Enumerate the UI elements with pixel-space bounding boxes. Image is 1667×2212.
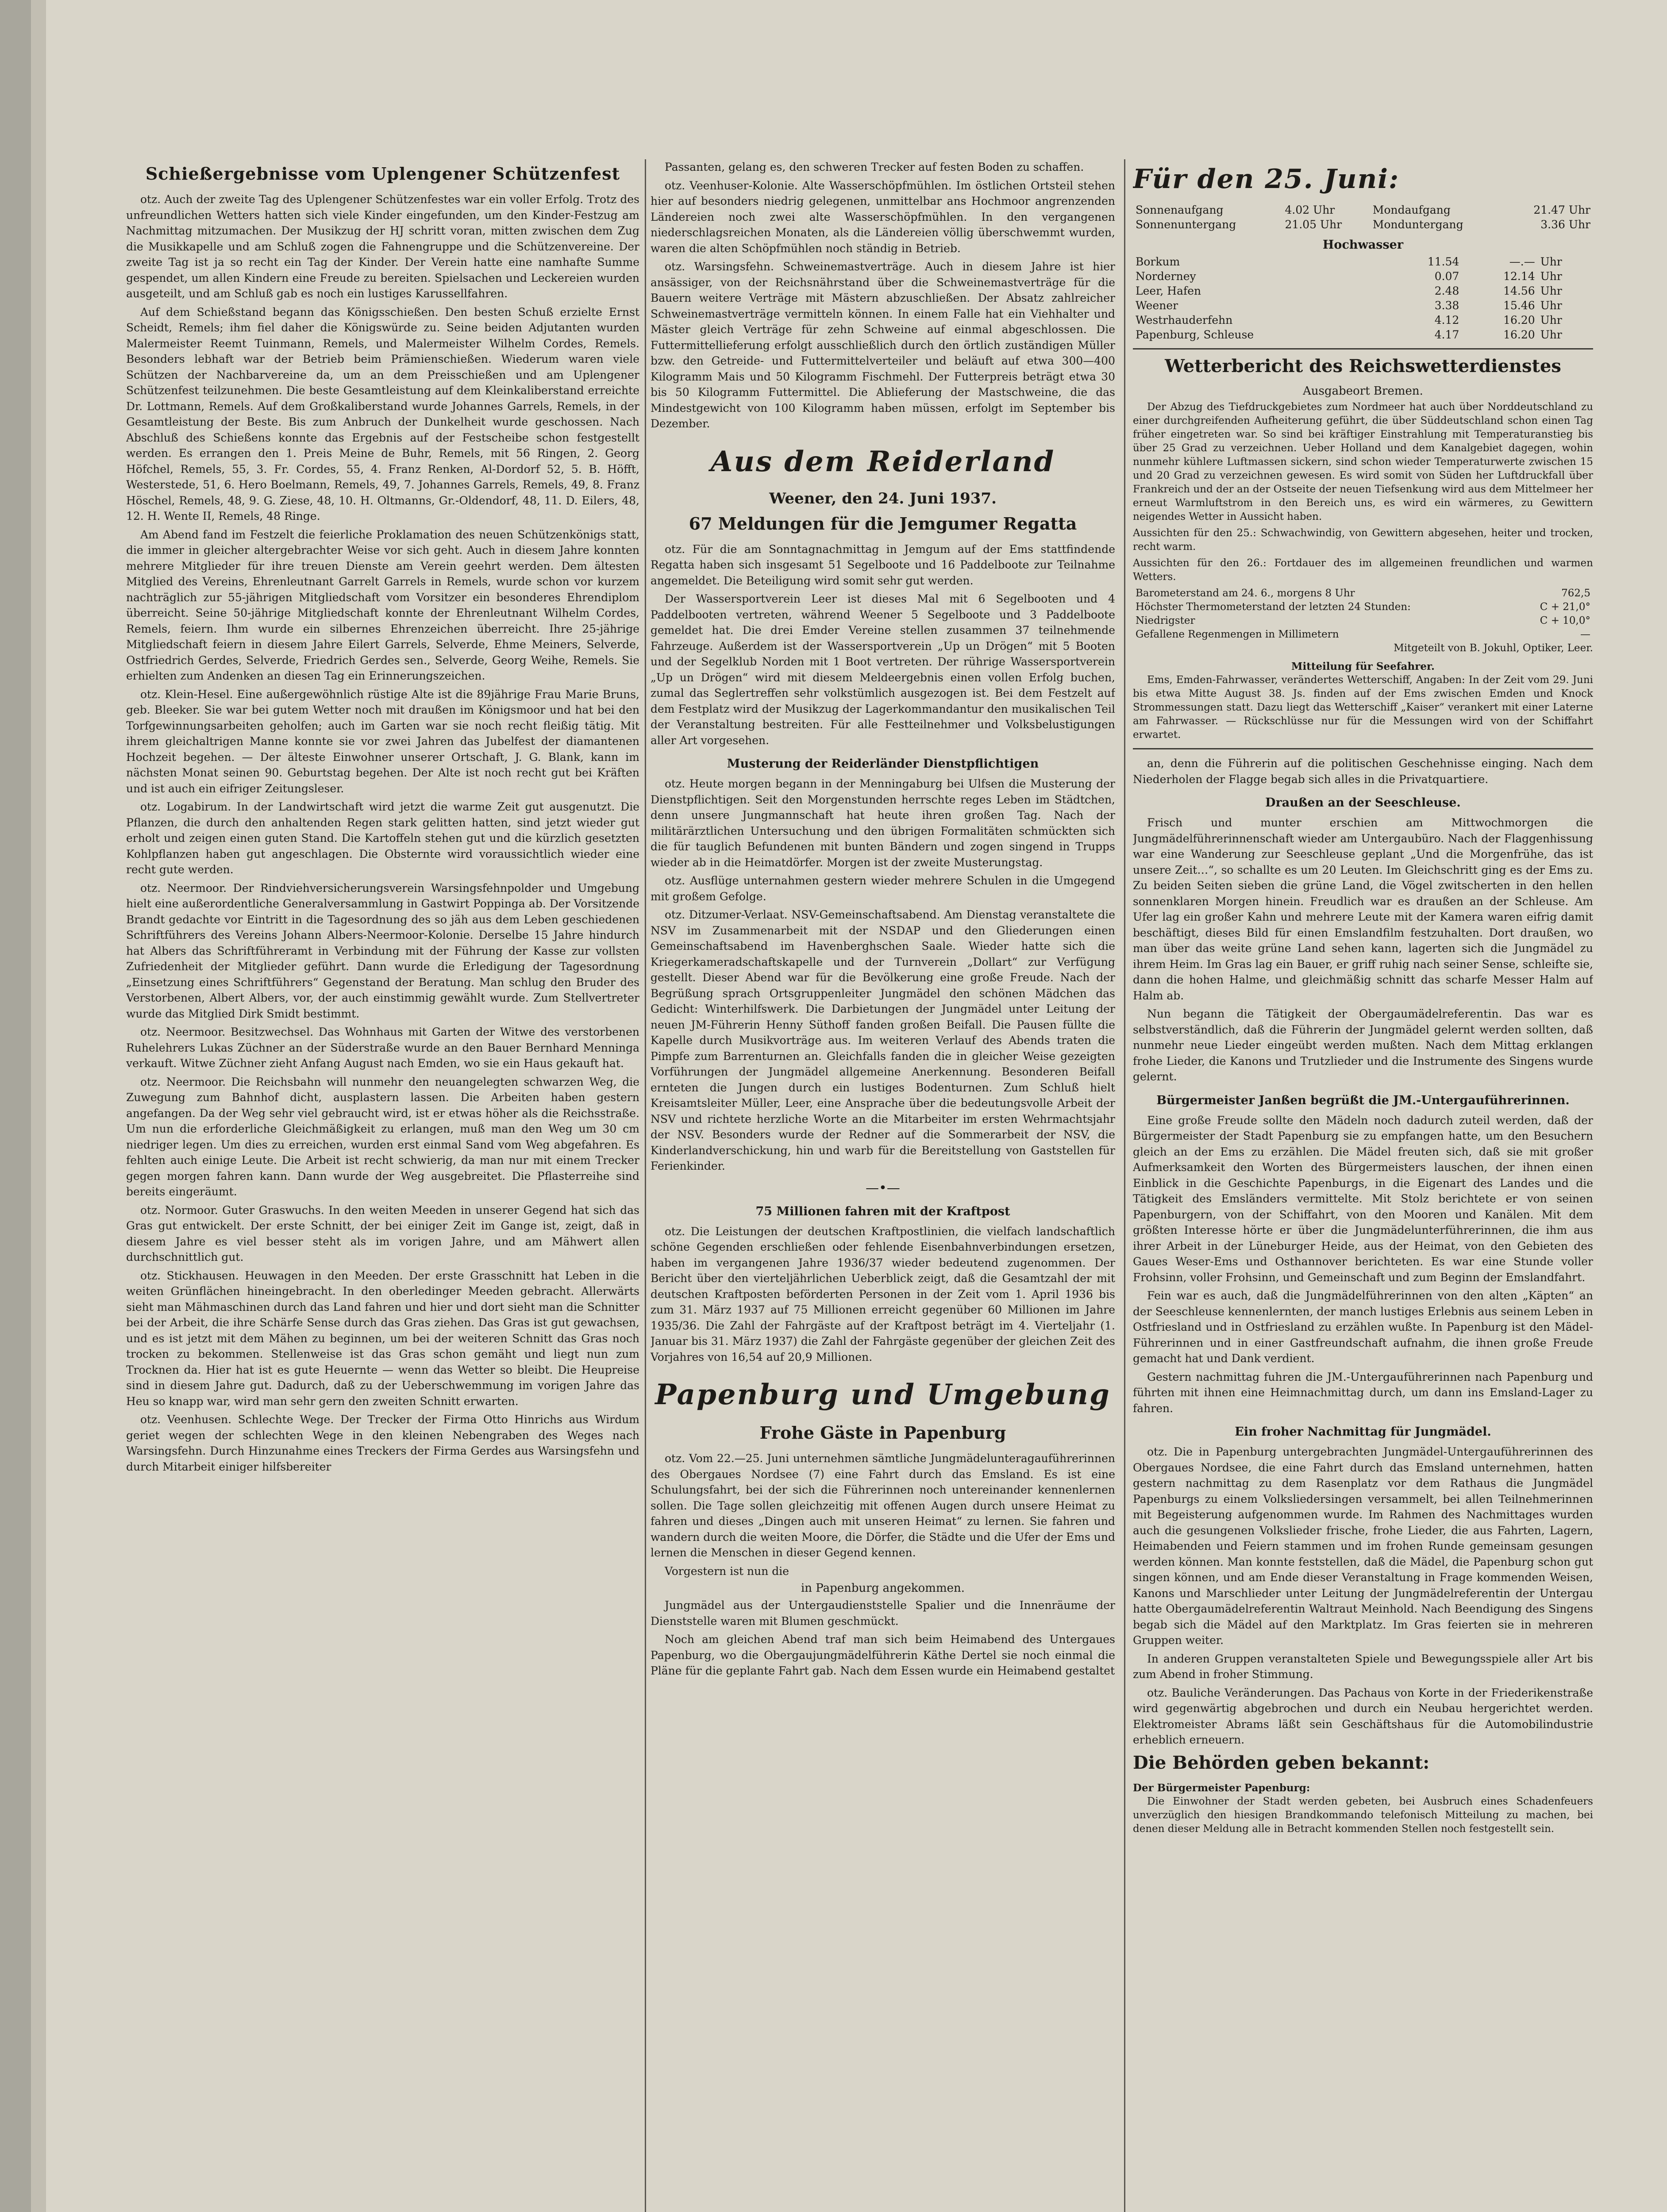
table-cell: Uhr <box>1540 328 1562 341</box>
paragraph: otz. Auch der zweite Tag des Uplengener Schützenfestes war ein voller Erfolg. Trotz des unfreundlichen Wetters hatten sich viele Kinder eingefunden, um den Kinder-Festzug am Nachmittag mitzumachen. Der Musikzug der HJ schritt voran, mitten zwischen dem Zug die Musikkapelle und am Schluß zogen die Fahnengruppe und die Schützenvereine. Der zweite Tag ist ja so recht ein Tag der Kinder. Der Verein hatte eine namhafte Summe gespendet, um allen Kindern eine Freude zu bereiten. Spielsachen und Leckereien wurden ausgeteilt, und am Schluß gab es noch ein lustiges Karussellfahren. <box>126 193 639 300</box>
table-cell: 0.07 <box>1434 270 1459 283</box>
table-cell: 14.56 <box>1503 284 1535 297</box>
table-cell: 16.20 <box>1503 328 1535 341</box>
column-2 <box>651 159 1115 2212</box>
article-body <box>1133 1685 1593 1748</box>
table-row <box>1133 269 1593 284</box>
article-body <box>651 1598 1115 1679</box>
section-title: Aus dem Reiderland <box>710 445 1055 478</box>
paragraph: otz. Die Leistungen der deutschen Kraftpostlinien, die vielfach landschaftlich schöne Gegenden erschließen oder fehlende Eisenbahnverbindungen ersetzen, haben im vergangenen Jahre 1936/37 wieder bedeutend zugenommen. Der Bericht über den vierteljährlichen Ueberblick zeigt, daß die Gesamtzahl der mit deutschen Kraftposten beförderten Personen in der Zeit vom 1. April 1936 bis zum 31. März 1937 auf 75 Millionen erreicht gegenüber 60 Millionen im Jahre 1935/36. Die Zahl der Fahrgäste auf der Kraftpost beträgt im 4. Vierteljahr (1. Januar bis 31. März 1937) die Zahl der Fahrgäste gegenüber der gleichen Zeit des Vorjahres von 16,54 auf 20,9 Millionen. <box>651 1225 1115 1363</box>
table-cell: 11.54 <box>1427 255 1459 268</box>
paragraph: otz. Warsingsfehn. Schweinemastverträge. Auch in diesem Jahre ist hier ansässiger, von der Reichsnährstand über die Schweinemastverträge für die Bauern weitere Verträge mit Mästern abzuschließen. Der Absatz zahlreicher Schweinemastverträge vermitteln können. In einem Falle hat ein Viehhalter und Mäster gleich Verträge für zehn Schweine auf einmal abgeschlossen. Die Futtermittellieferung erfolgt ausschließlich durch den örtlich zuständigen Müller bzw. den Getreide- und Futtermittelverteiler und beläuft auf etwa 300—400 Kilogramm Mais und 50 Kilogramm Fischmehl. Der Futterpreis beträgt etwa 30 bis 50 Kilogramm Futtermittel. Die Ablieferung der Mastschweine, die das Mindestgewicht von 100 Kilogramm haben müssen, erfolgt im September bis Dezember. <box>651 260 1115 430</box>
weather-subtitle: Ausgabeort Bremen. <box>1303 384 1423 398</box>
paragraph: Frisch und munter erschien am Mittwochmorgen die Jungmädelführerinnenschaft wieder am Untergaubüro. Nach der Flaggenhissung war eine Wanderung zur Seeschleuse geplant „Und die Morgenfrühe, das ist unsere Zeit…“, so schallte es um 20 Leuten. Im Gleichschritt ging es der Ems zu. Zu beiden Seiten sieben die grüne Land, die Vögel zwitscherten in den hellen sonnenklaren Morgen hinein. Freudlich war es draußen an der Schleuse. Am Ufer lag ein großer Kahn und mehrere Leute mit der Kamera waren eifrig damit beschäftigt, dieses Bild für einen Emslandfilm festzuhalten. Dort draußen, wo man über das weite grüne Land sehen kann, lagerten sich die Jungmädel zu ihrem Heim. Im Gras lag ein Bauer, er griff ruhig nach seiner Sense, schleifte sie, dann die hohen Halme, und gleichmäßig schnitt das scharfe Messer Halm auf Halm ab. <box>1133 816 1593 1002</box>
table-row <box>1133 284 1593 298</box>
paragraph: Noch am gleichen Abend traf man sich beim Heimabend des Untergaues Papenburg, wo die Obergaujungmädelführerin Käthe Dertel sie noch einmal die Pläne für die geplante Fahrt gab. Nach dem Essen wurde ein Heimabend gestaltet <box>651 1633 1115 1677</box>
table-cell: Weener <box>1136 299 1178 312</box>
article-headline: Frohe Gäste in Papenburg <box>759 1423 1006 1443</box>
paragraph: otz. Veenhusen. Schlechte Wege. Der Trecker der Firma Otto Hinrichs aus Wirdum geriet wegen der schlechten Wege in den kleinen Nebengraben des Weges nach Warsingsfehn. Durch Hinzunahme eines Treckers der Firma Gerdes aus Warsingsfehn und durch Mitarbeit einiger hilfsbereiter <box>126 1413 639 1473</box>
article-body <box>651 159 1115 432</box>
paragraph: otz. Logabirum. In der Landwirtschaft wird jetzt die warme Zeit gut ausgenutzt. Die Pflanzen, die durch den anhaltenden Regen stark gelitten hatten, sind jetzt wieder gut erholt und zeigen einen guten Stand. Die Kartoffeln stehen gut und die kürzlich gesetzten Kohlpflanzen haben gut angeschlagen. Die Obsternte wird voraussichtlich wieder eine recht gute werden. <box>126 800 639 876</box>
table-cell: 4.02 Uhr <box>1285 204 1335 216</box>
article-headline: 67 Meldungen für die Jemgumer Regatta <box>689 513 1077 534</box>
paragraph: otz. Neermoor. Die Reichsbahn will nunmehr den neuangelegten schwarzen Weg, die Zuwegung zum Bahnhof dicht, ausplastern lassen. Die Arbeiten haben gestern angefangen. Da der Weg sehr viel gebraucht wird, ist er etwas höher als die Reichsstraße. Um nun die erforderliche Gleichmäßigkeit zu erlangen, muß man den Weg um 30 cm niedriger legen. Um dies zu erreichen, wurden erst einmal Sand vom Weg abgefahren. Es fehlten auch einige Leute. Die Arbeit ist recht schwierig, da man nur mit einem Trecker gegen morgen fahren kann. Dann wurde der Weg ausgebreitet. Die Pflasterreihe sind bereits eingeräumt. <box>126 1075 639 1198</box>
table-cell: Norderney <box>1136 270 1196 283</box>
table-cell: 2.48 <box>1434 284 1459 297</box>
table-cell: Niedrigster <box>1136 615 1195 626</box>
paragraph: otz. Die in Papenburg untergebrachten Jungmädel-Untergauführerinnen des Obergaues Nordsee, die eine Fahrt durch das Emsland unternehmen, hatten gestern nachmittag zu dem Rasenplatz vor dem Rathaus die Jungmädel Papenburgs zu einem Volksliedersingen versammelt, bei allen Teilnehmerinnen mit Begeisterung aufgenommen wurde. Im Rahmen des Nachmittages wurden auch die gesungenen Volkslieder frische, frohe Lieder, die aus Fahrten, Lagern, Heimabenden und Feiern stammen und im frohen Runde gemeinsam gesungen werden können. Man konnte feststellen, daß die Mädel, die Papenburg schon gut singen können, und am Ende dieser Veranstaltung in Frage kommenden Weisen, Kanons und Marschlieder unter Leitung der Jungmädelreferentin der Untergau hatte Obergaumädelreferentin Waltraut Meinhold. Nach Beendigung des Singens begab sich die Mädel auf den Marktplatz. Im Gras feierten sie in mehreren Gruppen weiter. <box>1133 1445 1593 1647</box>
separator: —•— <box>866 1180 900 1196</box>
table-cell: 21.47 Uhr <box>1533 204 1590 216</box>
divider <box>1133 748 1593 749</box>
article-body <box>651 907 1115 1174</box>
paragraph: Fein war es auch, daß die Jungmädelführerinnen von den alten „Käpten“ an der Seeschleuse kennenlernten, der manch lustiges Erlebnis aus seinem Leben in Ostfriesland und in Ostfriesland zu erzählen wußte. In Papenburg ist den Mädel-Führerinnen und in einer Gastfreundschaft aufnahm, die ihnen große Freude gemacht hat und Dank verdient. <box>1133 1289 1593 1365</box>
paragraph: otz. Ausflüge unternahmen gestern wieder mehrere Schulen in die Umgegend mit großem Gefolge. <box>651 874 1115 903</box>
article-body <box>651 1224 1115 1365</box>
paragraph: otz. Neermoor. Der Rindviehversicherungsverein Warsingsfehnpolder und Umgebung hielt eine außerordentliche Generalversammlung in Gastwirt Poppinga ab. Der Vorsitzende Brandt gedachte vor Eintritt in die Tagesordnung des so jäh aus dem Leben geschiedenen Schriftführers des Vereins Johann Albers-Neermoor-Kolonie. Derselbe 15 Jahre hindurch hat Albers das Schriftführeramt in Verbindung mit der Führung der Kasse zur vollsten Zufriedenheit der Mitglieder geführt. Dann wurde die Erledigung der Tagesordnung „Einsetzung eines Schriftführers“ Gegenstand der Beratung. Man schlug den Bruder des Verstorbenen, Albert Albers, vor, der auch einstimmig gewählt wurde. Zum Stellvertreter wurde das Mitglied Dirk Smidt bestimmt. <box>126 881 639 1020</box>
paragraph: otz. Für die am Sonntagnachmittag in Jemgum auf der Ems stattfindende Regatta haben sich insgesamt 51 Segelboote und 16 Paddelboote zur Teilnahme angemeldet. Die Beteiligung wird somit sehr gut werden. <box>651 542 1115 587</box>
table-row <box>1133 217 1593 232</box>
paragraph: Nun begann die Tätigkeit der Obergaumädelreferentin. Das war es selbstverständlich, daß die Führerin der Jungmädel gelernt werden sollten, daß nunmehr neue Lieder eingeübt werden mußten. Nach dem Mittag erklangen frohe Lieder, die Kanons und Trutzlieder und die Instrumente des Singens wurde gelernt. <box>1133 1007 1593 1083</box>
table-cell: Uhr <box>1540 314 1562 326</box>
tide-title: Hochwasser <box>1322 238 1404 252</box>
paragraph: otz. Stickhausen. Heuwagen in den Meeden. Der erste Grasschnitt hat Leben in die weiten Grünflächen hineingebracht. In den oberledinger Meeden gebracht. Allerwärts sieht man Mähmaschinen durch das Land fahren und hier und dort sieht man die Schnitter bei der Arbeit, die ihre Schärfe Sense durch das Gras ziehen. Das Gras ist gut gewachsen, und es ist jetzt mit dem Mähen zu beginnen, um bei der weiteren Schnitt das Gras noch trocken zu bekommen. Stellenweise ist das Gras schon gemäht und liegt nun zum Trocknen da. Hier hat ist es gute Heuernte — wenn das Wetter so bleibt. Die Heupreise sind in diesem Jahre gut. Dadurch, daß zu der Ueberschwemmung im vorigen Jahre das Heu so knapp war, wird man sehr gern den zweiten Schnitt erwarten. <box>126 1269 639 1408</box>
paragraph: otz. Ditzumer-Verlaat. NSV-Gemeinschaftsabend. Am Dienstag veranstaltete die NSV im Zusammenarbeit mit der NSDAP und den Gliederungen einen Gemeinschaftsabend im Havenberghschen Saale. Wieder hatte sich die Kriegerkameradschaftskapelle und der Turnverein „Dollart“ zur Verfügung gestellt. Dieser Abend war für die Bevölkerung eine große Freude. Nach der Begrüßung sprach Ortsgruppenleiter Jungmädel den schönen Mädchen das Gedicht: Winterhilfswerk. Die Darbietungen der Jungmädel unter Leitung der neuen JM-Führerin Henny Süthoff fanden großen Beifall. Die Pausen füllte die Kapelle durch Musikvorträge aus. Im weiteren Verlauf des Abends traten die Pimpfe zum Barrenturnen an. Gleichfalls fanden die in gleicher Weise gezeigten Vorführungen der Jungmädel allgemeine Anerkennung. Besonderen Beifall ernteten die Jungen durch ein lustiges Bodenturnen. Zum Schluß hielt Kreisamtsleiter Müller, Leer, eine Ansprache über die bedeutungsvolle Arbeit der NSV und richtete herzliche Worte an die Mitarbeiter im ersten Wehrmachtsjahr der NSV. Besonders wurde der Redner auf die Sommerarbeit der NSV, die Kinderlandverschickung, hin und warb für die Bereitstellung von Gaststellen für Ferienkinder. <box>651 908 1115 1172</box>
table-row <box>1133 203 1593 217</box>
table-cell: — <box>1580 629 1590 640</box>
divider <box>1133 348 1593 349</box>
article-body <box>1133 1444 1593 1682</box>
article-headline: Ein froher Nachmittag für Jungmädel. <box>1235 1425 1491 1439</box>
barometer-note: Mitgeteilt von B. Jokuhl, Optiker, Leer. <box>1394 642 1593 654</box>
paragraph: otz. Normoor. Guter Graswuchs. In den weiten Meeden in unserer Gegend hat sich das Gras gut entwickelt. Der erste Schnitt, der bei einiger Zeit im Gange ist, zeigt, daß in diesem Jahre es viel besser steht als im vorigen Jahre, und am Mähwert allen durchschnittlich gut. <box>126 1203 639 1263</box>
paragraph: otz. Klein-Hesel. Eine außergewöhnlich rüstige Alte ist die 89jährige Frau Marie Bruns, geb. Bleeker. Sie war bei gutem Wetter noch mit draußen im Königsmoor und hat bei den Torfgewinnungsarbeiten geholfen; auch im Garten war sie noch recht fleißig tätig. Mit ihrem gleichaltrigen Manne konnte sie vor zwei Jahren das Jubelfest der diamantenen Hochzeit begehen. — Der älteste Einwohner unserer Ortschaft, J. G. Blank, kann im nächsten Monat seinen 90. Geburtstag begehen. Der Alte ist noch recht gut bei Kräften und ist auch ein eifriger Zeitungsleser. <box>126 687 639 795</box>
table-cell: Sonnenaufgang <box>1136 204 1224 216</box>
table-row <box>1133 614 1593 628</box>
weather-forecast: Aussichten für den 26.: Fortdauer des im allgemeinen freundlichen und warmen Wetters. <box>1133 557 1593 583</box>
dateline: Weener, den 24. Juni 1937. <box>769 489 997 507</box>
table-cell: 21.05 Uhr <box>1285 218 1342 231</box>
table-cell: Höchster Thermometerstand der letzten 24 Stunden: <box>1136 601 1411 613</box>
paragraph: otz. Vom 22.—25. Juni unternehmen sämtliche Jungmädelunteragauführerinnen des Obergaues Nordsee (7) eine Fahrt durch das Emsland. Es ist eine Schulungsfahrt, bei der sich die Führerinnen noch untereinander kennenlernen sollen. Die Tage sollen gleichzeitig mit offenen Augen durch unsere Heimat zu fahren und dieses „Dingen auch mit unseren Heimat“ zu lernen. Sie fahren und wandern durch die weiten Moore, die Dörfer, die Städte und die Ufer der Ems und lernen die Menschen in dieser Gegend kennen. <box>651 1452 1115 1559</box>
almanac-header: Für den 25. Juni: <box>1133 164 1400 195</box>
paragraph: Gestern nachmittag fuhren die JM.-Untergauführerinnen nach Papenburg und führten mit ihnen eine Heimnachmittag durch, um dann ins Emsland-Lager zu fahren. <box>1133 1370 1593 1415</box>
table-cell: Sonnenuntergang <box>1136 218 1236 231</box>
article-body <box>651 541 1115 749</box>
table-cell: Uhr <box>1540 270 1562 283</box>
article-headline: Musterung der Reiderländer Dienstpflichtigen <box>727 757 1039 771</box>
article-body <box>651 1451 1115 1579</box>
sun-moon-table <box>1133 203 1593 232</box>
paragraph: otz. Neermoor. Besitzwechsel. Das Wohnhaus mit Garten der Witwe des verstorbenen Ruhelehrers Lukas Züchner an der Süderstraße wurde an den Bauer Bernhard Menninga verkauft. Witwe Züchner zieht Anfang August nach Emden, wo sie ein Haus gekauft hat. <box>126 1025 639 1070</box>
article-headline: Die Behörden geben bekannt: <box>1133 1752 1430 1773</box>
article-body <box>651 776 1115 904</box>
table-cell: C + 21,0° <box>1540 601 1590 613</box>
article-subline: in Papenburg angekommen. <box>801 1582 965 1595</box>
weather-text: Der Abzug des Tiefdruckgebietes zum Nordmeer hat auch über Norddeutschland zu einer durchgreifenden Aufheiterung geführt, die über Süddeutschland schon einen Tag früher eingetreten war. So sind bei kräftiger Einstrahlung mit Temperaturanstieg bis über 25 Grad zu verzeichnen. Ueber Holland und dem Kanalgebiet dagegen, wohin nunmehr kühlere Luftmassen sickern, sind schon wieder Temperaturwerte zwischen 15 und 20 Grad zu verzeichnen gewesen. Es wird somit von Süden her Luftdruckfall über Frankreich und der an der Ostseite der neuen Tiefsenkung wird aus dem Mittelmeer her erneut Warmluftstrom in den Bereich uns, es wird ein wärmeres, zu Gewittern neigendes Wetter in Aussicht haben. <box>1133 401 1593 522</box>
mitteilung-text: Ems, Emden-Fahrwasser, verändertes Wetterschiff, Angaben: In der Zeit vom 29. Juni bis etwa Mitte August 38. Js. finden auf der Ems zwischen Emden und Knock Strommessungen statt. Dazu liegt das Wetterschiff „Kaiser“ verankert mit einer Laterne am Fahrwasser. — Rückschlüsse nur für die Messungen wird von der Schiffahrt erwartet. <box>1133 674 1593 741</box>
table-row <box>1133 254 1593 269</box>
article-body <box>1133 815 1593 1085</box>
paragraph: Der Wassersportverein Leer ist dieses Mal mit 6 Segelbooten und 4 Paddelbooten vertreten, während Weener 5 Segelboote und 3 Paddelboote gemeldet hat. Die drei Emder Vereine stellen zusammen 37 teilnehmende Fahrzeuge. Außerdem ist der Wassersportverein „Up un Drögen“ mit 5 Booten und der Segelklub Norden mit 1 Boot vertreten. Der rührige Wassersportverein „Up un Drögen“ wird mit diesem Meldeergebnis einen vollen Erfolg buchen, zumal das Seglertreffen sehr volkstümlich ausgezogen ist. Bei dem Festzelt auf dem Festplatz wird der Musikzug der Lagerkommandantur den musikalischen Teil der Veranstaltung bestreiten. Für alle Festteilnehmer und Volksbelustigungen aller Art vorgesehen. <box>651 592 1115 747</box>
section-title: Papenburg und Umgebung <box>655 1378 1111 1411</box>
table-cell: Barometerstand am 24. 6., morgens 8 Uhr <box>1136 588 1355 599</box>
mitteilung-title: Mitteilung für Seefahrer. <box>1291 661 1435 672</box>
article-body <box>1133 756 1593 787</box>
table-cell: Uhr <box>1540 255 1562 268</box>
article-headline: Draußen an der Seeschleuse. <box>1265 796 1461 810</box>
paragraph: otz. Veenhuser-Kolonie. Alte Wasserschöpfmühlen. Im östlichen Ortsteil stehen hier auf besonders niedrig gelegenen, unmittelbar ans Hochmoor angrenzenden Ländereien noch zwei alte Wasserschöpfmühlen. In den vergangenen niederschlagsreichen Monaten, als die Ländereien völlig überschwemmt wurden, waren die alten Schöpfmühlen noch ständig in Betrieb. <box>651 179 1115 255</box>
table-cell: Borkum <box>1136 255 1180 268</box>
table-cell: Westrhauderfehn <box>1136 314 1233 326</box>
notice-subtitle: Der Bürgermeister Papenburg: <box>1133 1782 1310 1794</box>
table-cell: 15.46 <box>1503 299 1535 312</box>
weather-title: Wetterbericht des Reichswetterdienstes <box>1165 356 1561 376</box>
table-cell: —.— <box>1509 255 1535 268</box>
barometer-table <box>1133 587 1593 641</box>
table-cell: Mondaufgang <box>1372 204 1451 216</box>
article-headline: 75 Millionen fahren mit der Kraftpost <box>755 1204 1010 1218</box>
table-cell: Leer, Hafen <box>1136 284 1201 297</box>
table-row <box>1133 327 1593 342</box>
table-cell: Gefallene Regenmengen in Millimetern <box>1136 629 1339 640</box>
table-row <box>1133 587 1593 600</box>
article-headline: Bürgermeister Janßen begrüßt die JM.-Untergauführerinnen. <box>1156 1093 1570 1107</box>
column-3 <box>1133 159 1593 2212</box>
table-row <box>1133 600 1593 614</box>
table-cell: 762,5 <box>1561 588 1590 599</box>
table-cell: 3.38 <box>1434 299 1459 312</box>
notice-text: Die Einwohner der Stadt werden gebeten, bei Ausbruch eines Schadenfeuers unverzüglich den hiesigen Brandkommando telefonisch Mitteilung zu machen, bei denen dieser Meldung alle in Betracht kommenden Stellen noch festgestellt sein. <box>1133 1795 1593 1835</box>
table-cell: 4.17 <box>1434 328 1459 341</box>
table-cell: Monduntergang <box>1372 218 1463 231</box>
table-cell: 16.20 <box>1503 314 1535 326</box>
table-row <box>1133 298 1593 313</box>
paragraph: Auf dem Schießstand begann das Königsschießen. Den besten Schuß erzielte Ernst Scheidt, Remels; ihm fiel daher die Königswürde zu. Seine beiden Adjutanten wurden Malermeister Reemt Tuinmann, Remels, und Malermeister Wilhelm Cordes, Remels. Besonders lebhaft war der Betrieb beim Prämienschießen. Wiederum waren viele Schützen der Nachbarvereine da, um an dem Preisschießen und am Uplengener Schützenfest teilzunehmen. Die beste Gesamtleistung auf dem Kleinkaliberstand erreichte Dr. Lottmann, Remels. Auf dem Großkaliberstand wurde Johannes Garrels, Remels, in der Gesamtleistung der Beste. Bis zum Anbruch der Dunkelheit wurde geschossen. Nach Abschluß des Schießens konnte das Ergebnis auf der Festscheibe schon festgestellt werden. Es errangen den 1. Preis Meine de Buhr, Remels, mit 56 Ringen, 2. Georg Höfchel, Remels, 55, 3. Fr. Cordes, 55, 4. Franz Renken, Al-Dordorf 52, 5. B. Höfft, Westerstede, 51, 6. Hero Boelmann, Remels, 49, 7. Johannes Garrels, Remels, 49, 8. Franz Höschel, Remels, 48, 9. G. Ziese, 48, 10. H. Oltmanns, Gr.-Oldendorf, 48, 11. D. Eilers, 48, 12. H. Wente II, Remels, 48 Ringe. <box>126 305 639 522</box>
article-body <box>1133 1113 1593 1417</box>
column-rule <box>1124 159 1125 2212</box>
table-row <box>1133 313 1593 327</box>
paragraph: Am Abend fand im Festzelt die feierliche Proklamation des neuen Schützenkönigs statt, die immer in gleicher altergebrachter Weise vor sich geht. Auch in diesem Jahre konnten mehrere Mitglieder für ihre treuen Dienste am Verein geehrt werden. Dem ältesten Mitglied des Vereins, Ehrenleutnant Garrelt Garrels in Remels, wurde schon vor kurzem nachträglich zur 55-jährigen Mitgliedschaft vom Vorsitzer ein besonderes Ehrendiplom überreicht. Seine 50-jährige Mitgliedschaft konnte der Ehrenleutnant Wilhelm Cordes, Remels, feiern. Ihm wurde ein silbernes Ehrenzeichen überreicht. Ihre 25-jährige Mitgliedschaft feiern in diesem Jahre Eilert Garrels, Selverde, Ehme Meiners, Selverde, Ostfriedrich Gerdes, Selverde, Friedrich Gerdes sen., Selverde, Georg Weihe, Remels. Sie erhielten zum Andenken an diesen Tag ein Erinnerungszeichen. <box>126 528 639 682</box>
article-body <box>126 192 639 1475</box>
paragraph: an, denn die Führerin auf die politischen Geschehnisse einging. Nach dem Niederholen der Flagge begab sich alles in die Privatquartiere. <box>1133 757 1593 786</box>
paragraph: In anderen Gruppen veranstalteten Spiele und Bewegungsspiele aller Art bis zum Abend in froher Stimmung. <box>1133 1652 1593 1681</box>
column-rule <box>645 159 646 2212</box>
column-1 <box>126 159 639 2212</box>
table-cell: Uhr <box>1540 299 1562 312</box>
paragraph: otz. Bauliche Veränderungen. Das Pachaus von Korte in der Friederikenstraße wird gegenwärtig abgebrochen und durch ein Neubau hergerichtet werden. Elektromeister Abrams läßt sein Geschäftshaus für die Automobilindustrie erheblich erneuern. <box>1133 1686 1593 1746</box>
tide-table <box>1133 254 1593 342</box>
paragraph: Eine große Freude sollte den Mädeln noch dadurch zuteil werden, daß der Bürgermeister der Stadt Papenburg sie zu empfangen hatte, um den Besuchern gleich an der Ems zu erzählen. Die Mädel freuten sich, daß sie mit großer Aufmerksamkeit den Worten des Bürgermeisters lauschen, der ihnen einen Einblick in die Geschichte Papenburgs, in die Eigenart des Landes und die Tätigkeit des Emsländers vermittelte. Mit Stolz berichtete er von seinen Papenburgern, von der Schiffahrt, von den Mooren und Kanälen. Mit dem größten Interesse hörte er über die Jungmädelunterführerinnen, die ihm aus ihrer Arbeit in der Lüneburger Heide, aus der Heimat, von den Gebieten des Gaues Weser-Ems und Osthannover berichteten. Es war eine Stunde voller Frohsinn, voller Frohsinn, und Gemeinschaft und zum Beginn der Emslandfahrt. <box>1133 1114 1593 1284</box>
table-cell: 3.36 Uhr <box>1540 218 1590 231</box>
table-cell: Papenburg, Schleuse <box>1136 328 1254 341</box>
weather-forecast: Aussichten für den 25.: Schwachwindig, von Gewittern abgesehen, heiter und trocken, recht warm. <box>1133 527 1593 553</box>
paragraph: Passanten, gelang es, den schweren Trecker auf festen Boden zu schaffen. <box>665 161 1084 173</box>
paragraph: Vorgestern ist nun die <box>665 1564 789 1578</box>
paragraph: otz. Heute morgen begann in der Menningaburg bei Ulfsen die Musterung der Dienstpflichtigen. Seit den Morgenstunden herrschte reges Leben im Städtchen, denn unsere Jungmannschaft hat heute ihren großen Tag. Nach der militärärztlichen Untersuchung und den übrigen Formalitäten schmückten sich die für tauglich Befundenen mit bunten Bändern und zogen singend in Trupps wieder ab in die Heimatdörfer. Morgen ist der zweite Musterungstag. <box>651 777 1115 869</box>
table-cell: 4.12 <box>1434 314 1459 326</box>
article-headline: Schießergebnisse vom Uplengener Schützenfest <box>145 164 620 184</box>
table-cell: C + 10,0° <box>1540 615 1590 626</box>
paragraph: Jungmädel aus der Untergaudienststelle Spalier und die Innenräume der Dienststelle waren mit Blumen geschmückt. <box>651 1599 1115 1628</box>
table-row <box>1133 628 1593 641</box>
table-cell: Uhr <box>1540 284 1562 297</box>
table-cell: 12.14 <box>1503 270 1535 283</box>
